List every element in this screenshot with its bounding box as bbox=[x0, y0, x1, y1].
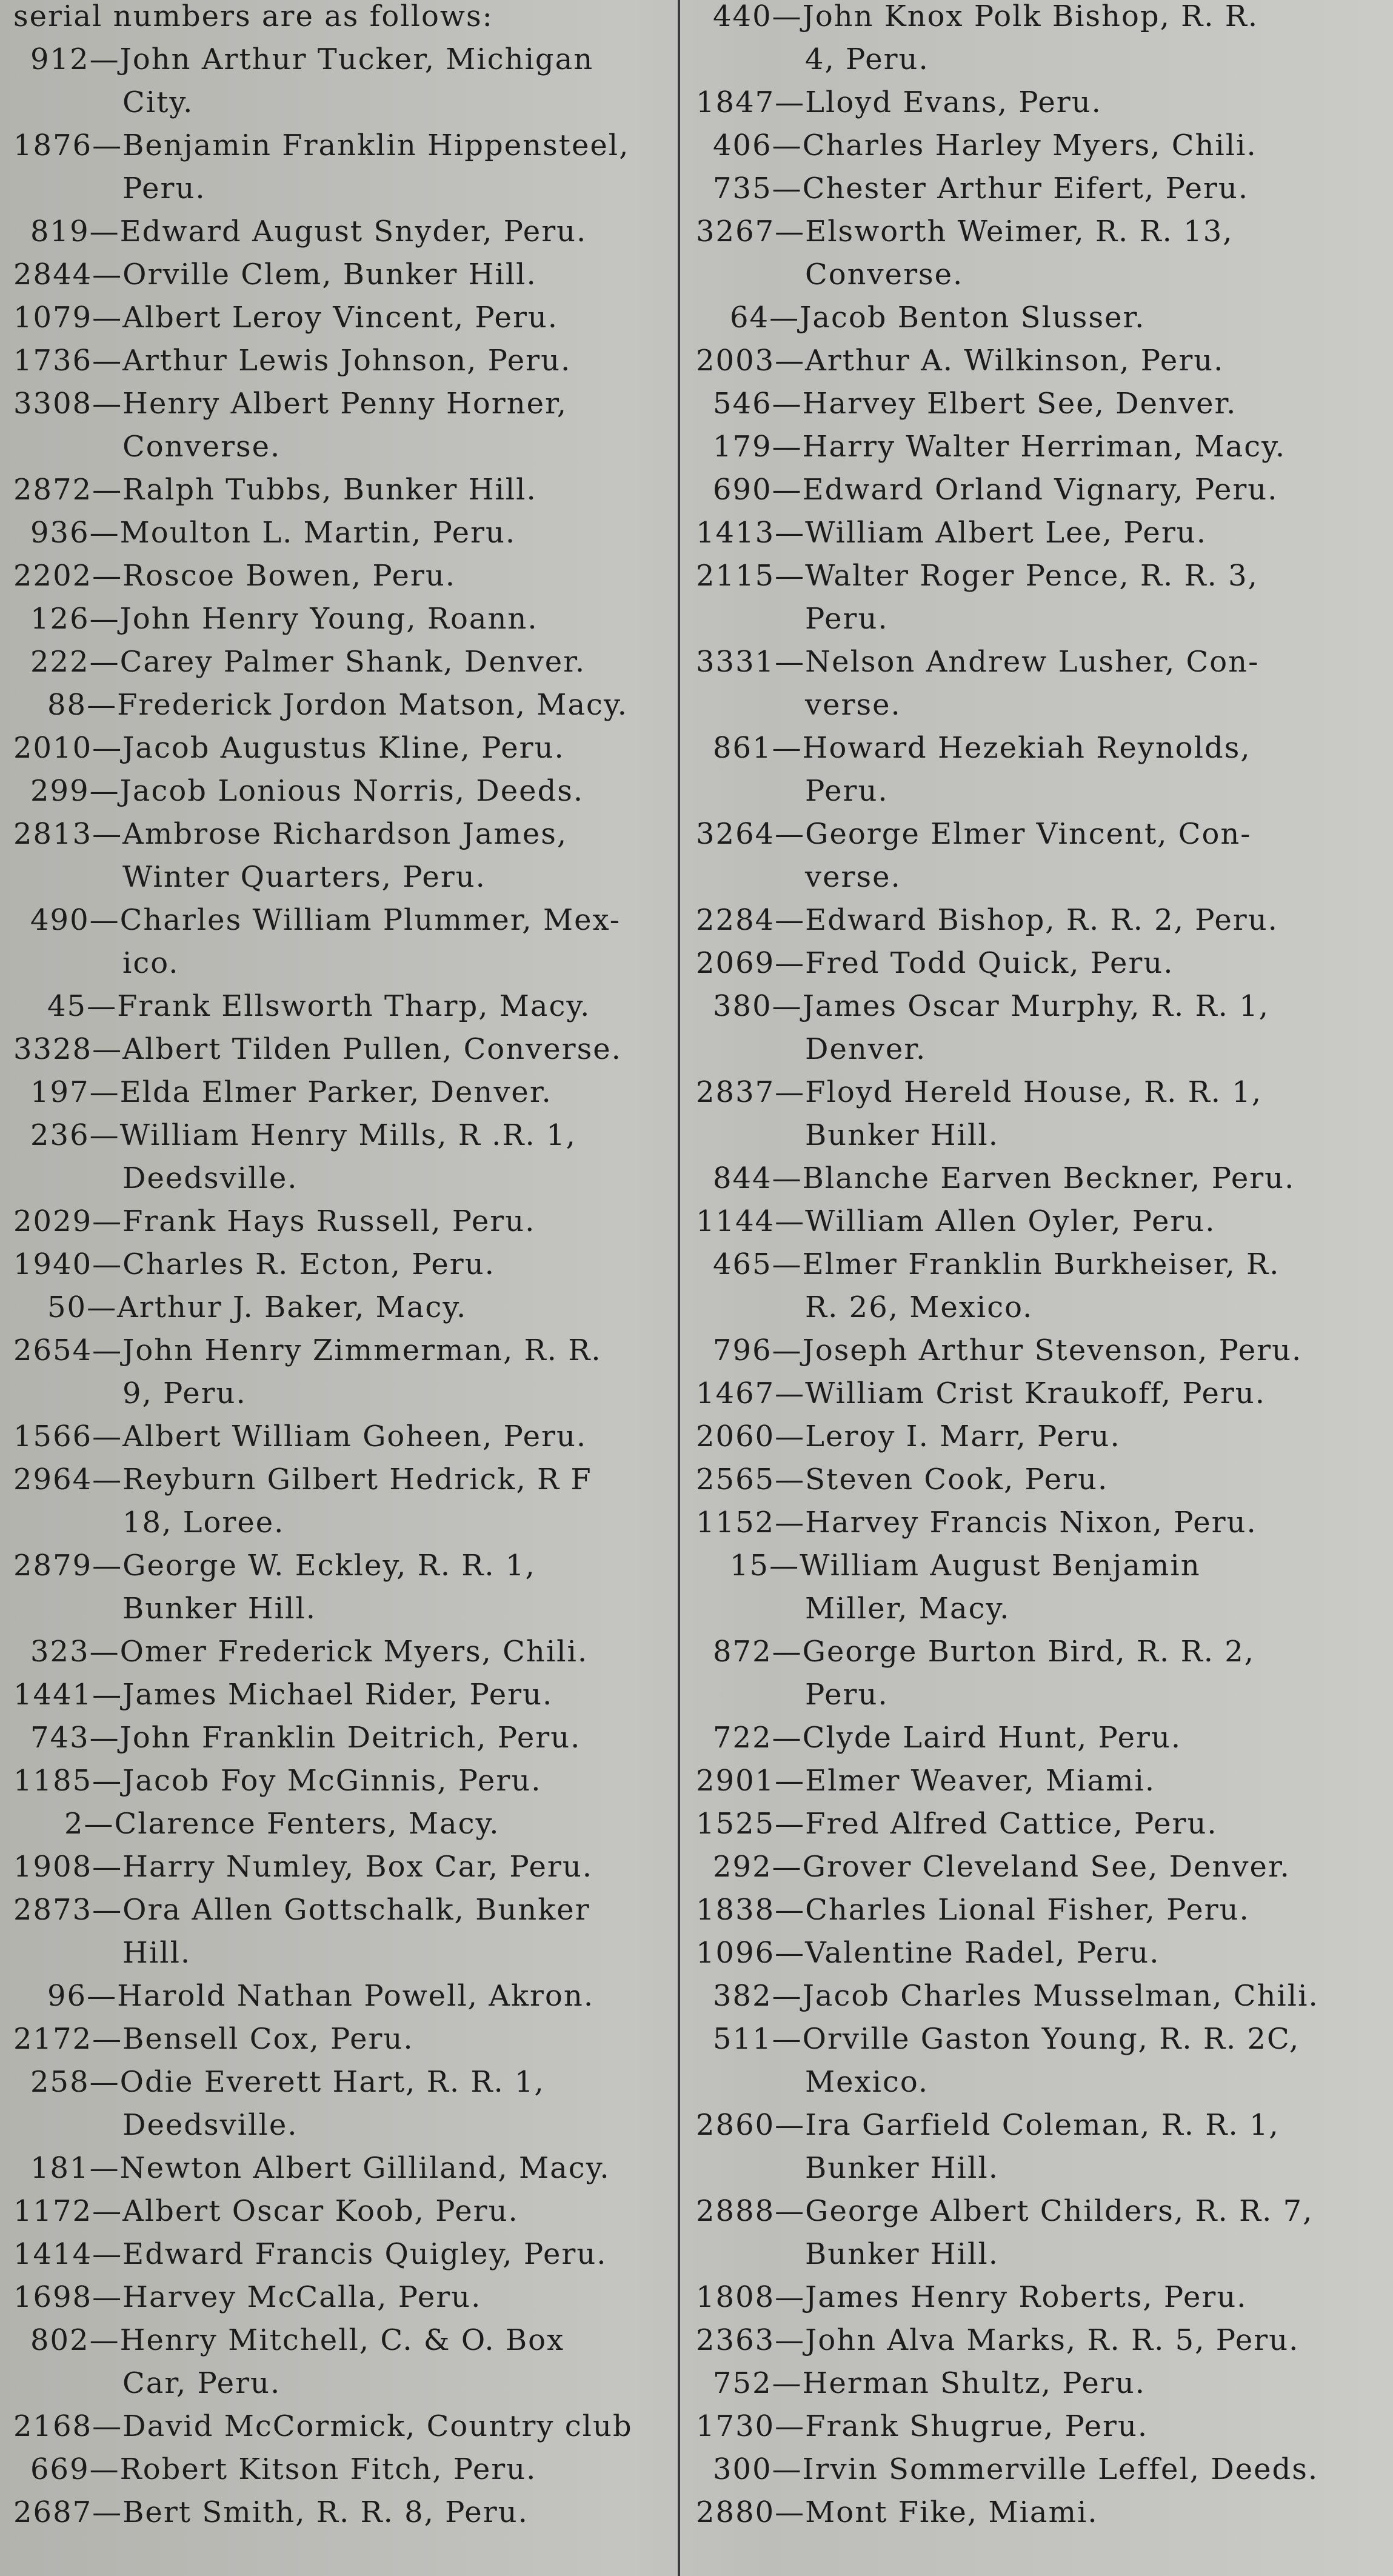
list-entry-line: Peru. bbox=[805, 774, 889, 808]
list-entry-line: 796—Joseph Arthur Stevenson, Peru. bbox=[713, 1333, 1303, 1367]
list-entry-line: 752—Herman Shultz, Peru. bbox=[713, 2366, 1146, 2400]
list-entry-line: 2—Clarence Fenters, Macy. bbox=[64, 1807, 500, 1841]
list-entry-line: 1566—Albert William Goheen, Peru. bbox=[13, 1420, 587, 1453]
list-entry-line: 735—Chester Arthur Eifert, Peru. bbox=[713, 172, 1249, 205]
list-entry-line: 300—Irvin Sommerville Leffel, Deeds. bbox=[713, 2452, 1319, 2486]
list-entry-line: 440—John Knox Polk Bishop, R. R. bbox=[713, 0, 1259, 33]
list-entry-line: 2813—Ambrose Richardson James, bbox=[13, 817, 568, 851]
list-entry-line: 2168—David McCormick, Country club bbox=[13, 2409, 633, 2443]
list-entry-line: 2060—Leroy I. Marr, Peru. bbox=[696, 1420, 1121, 1453]
list-entry-line: 380—James Oscar Murphy, R. R. 1, bbox=[713, 989, 1269, 1023]
list-entry-line: Peru. bbox=[805, 602, 889, 636]
list-entry-line: 669—Robert Kitson Fitch, Peru. bbox=[30, 2452, 537, 2486]
list-entry-line: 96—Harold Nathan Powell, Akron. bbox=[47, 1979, 595, 2013]
list-entry-line: 197—Elda Elmer Parker, Denver. bbox=[30, 1075, 552, 1109]
list-entry-line: 64—Jacob Benton Slusser. bbox=[730, 301, 1146, 335]
list-entry-line: 511—Orville Gaston Young, R. R. 2C, bbox=[713, 2022, 1300, 2056]
list-entry-line: 50—Arthur J. Baker, Macy. bbox=[47, 1290, 467, 1324]
list-entry-line: 844—Blanche Earven Beckner, Peru. bbox=[713, 1161, 1295, 1195]
list-entry-line: 1413—William Albert Lee, Peru. bbox=[696, 516, 1207, 550]
list-entry-line: Deedsville. bbox=[122, 2108, 298, 2142]
list-entry-line: 1908—Harry Numley, Box Car, Peru. bbox=[13, 1850, 593, 1884]
list-entry-line: Hill. bbox=[122, 1936, 192, 1970]
list-entry-line: 1079—Albert Leroy Vincent, Peru. bbox=[13, 301, 559, 335]
list-entry-line: 45—Frank Ellsworth Tharp, Macy. bbox=[47, 989, 591, 1023]
list-entry-line: 126—John Henry Young, Roann. bbox=[30, 602, 538, 636]
list-entry-line: 179—Harry Walter Herriman, Macy. bbox=[713, 430, 1286, 464]
list-entry-line: Miller, Macy. bbox=[805, 1592, 1011, 1626]
list-entry-line: 406—Charles Harley Myers, Chili. bbox=[713, 128, 1257, 162]
list-entry-line: 1838—Charles Lional Fisher, Peru. bbox=[696, 1893, 1250, 1927]
list-entry-line: 1144—William Allen Oyler, Peru. bbox=[696, 1204, 1216, 1238]
list-entry-line: 2363—John Alva Marks, R. R. 5, Peru. bbox=[696, 2323, 1300, 2357]
list-entry-line: Peru. bbox=[122, 172, 206, 205]
list-entry-line: 2844—Orville Clem, Bunker Hill. bbox=[13, 258, 537, 292]
list-entry-line: Converse. bbox=[122, 430, 281, 464]
list-entry-line: 2029—Frank Hays Russell, Peru. bbox=[13, 1204, 536, 1238]
list-entry-line: 3267—Elsworth Weimer, R. R. 13, bbox=[696, 215, 1234, 249]
list-entry-line: 2837—Floyd Hereld House, R. R. 1, bbox=[696, 1075, 1263, 1109]
list-entry-line: Mexico. bbox=[805, 2065, 929, 2099]
list-entry-line: Peru. bbox=[805, 1678, 889, 1712]
list-entry-line: Bunker Hill. bbox=[805, 2151, 999, 2185]
list-entry-line: Converse. bbox=[805, 258, 964, 292]
list-entry-line: 465—Elmer Franklin Burkheiser, R. bbox=[713, 1247, 1280, 1281]
column-divider bbox=[678, 0, 680, 2576]
list-entry-line: 323—Omer Frederick Myers, Chili. bbox=[30, 1635, 589, 1669]
list-entry-line: Bunker Hill. bbox=[805, 1118, 999, 1152]
list-entry-line: 2860—Ira Garfield Coleman, R. R. 1, bbox=[696, 2108, 1280, 2142]
list-entry-line: 912—John Arthur Tucker, Michigan bbox=[30, 42, 594, 76]
list-entry-line: 690—Edward Orland Vignary, Peru. bbox=[713, 473, 1278, 507]
list-entry-line: 1876—Benjamin Franklin Hippensteel, bbox=[13, 128, 630, 162]
list-entry-line: 819—Edward August Snyder, Peru. bbox=[30, 215, 587, 249]
list-entry-line: 2202—Roscoe Bowen, Peru. bbox=[13, 559, 456, 593]
list-entry-line: 802—Henry Mitchell, C. & O. Box bbox=[30, 2323, 565, 2357]
list-entry-line: 2879—George W. Eckley, R. R. 1, bbox=[13, 1549, 536, 1583]
list-entry-line: Winter Quarters, Peru. bbox=[122, 860, 486, 894]
list-entry-line: 1736—Arthur Lewis Johnson, Peru. bbox=[13, 344, 572, 378]
list-entry-line: 2284—Edward Bishop, R. R. 2, Peru. bbox=[696, 903, 1278, 937]
list-entry-line: 258—Odie Everett Hart, R. R. 1, bbox=[30, 2065, 545, 2099]
list-entry-line: 2964—Reyburn Gilbert Hedrick, R F bbox=[13, 1463, 592, 1497]
list-entry-line: 872—George Burton Bird, R. R. 2, bbox=[713, 1635, 1255, 1669]
list-entry-line: 2880—Mont Fike, Miami. bbox=[696, 2495, 1098, 2529]
list-entry-line: 1698—Harvey McCalla, Peru. bbox=[13, 2280, 482, 2314]
list-entry-line: 2565—Steven Cook, Peru. bbox=[696, 1463, 1109, 1497]
list-entry-line: City. bbox=[122, 85, 194, 119]
list-entry-line: Bunker Hill. bbox=[122, 1592, 316, 1626]
list-entry-line: 1847—Lloyd Evans, Peru. bbox=[696, 85, 1102, 119]
list-entry-line: 236—William Henry Mills, R .R. 1, bbox=[30, 1118, 576, 1152]
list-entry-line: 1185—Jacob Foy McGinnis, Peru. bbox=[13, 1764, 542, 1798]
list-entry-line: 1152—Harvey Francis Nixon, Peru. bbox=[696, 1506, 1257, 1540]
list-entry-line: 2172—Bensell Cox, Peru. bbox=[13, 2022, 414, 2056]
list-entry-line: R. 26, Mexico. bbox=[805, 1290, 1034, 1324]
list-entry-line: ico. bbox=[122, 946, 179, 980]
list-entry-line: 1172—Albert Oscar Koob, Peru. bbox=[13, 2194, 519, 2228]
list-entry-line: serial numbers are as follows: bbox=[13, 0, 493, 33]
list-entry-line: Car, Peru. bbox=[122, 2366, 281, 2400]
list-entry-line: 2115—Walter Roger Pence, R. R. 3, bbox=[696, 559, 1258, 593]
list-entry-line: 546—Harvey Elbert See, Denver. bbox=[713, 387, 1237, 421]
list-entry-line: 1940—Charles R. Ecton, Peru. bbox=[13, 1247, 495, 1281]
list-entry-line: 181—Newton Albert Gilliland, Macy. bbox=[30, 2151, 610, 2185]
list-entry-line: 3328—Albert Tilden Pullen, Converse. bbox=[13, 1032, 622, 1066]
list-entry-line: 936—Moulton L. Martin, Peru. bbox=[30, 516, 516, 550]
list-entry-line: 382—Jacob Charles Musselman, Chili. bbox=[713, 1979, 1319, 2013]
list-entry-line: 490—Charles William Plummer, Mex- bbox=[30, 903, 621, 937]
list-entry-line: 2901—Elmer Weaver, Miami. bbox=[696, 1764, 1156, 1798]
list-entry-line: 743—John Franklin Deitrich, Peru. bbox=[30, 1721, 581, 1755]
list-entry-line: 1467—William Crist Kraukoff, Peru. bbox=[696, 1376, 1266, 1410]
list-entry-line: 1441—James Michael Rider, Peru. bbox=[13, 1678, 553, 1712]
list-entry-line: 299—Jacob Lonious Norris, Deeds. bbox=[30, 774, 584, 808]
list-entry-line: 292—Grover Cleveland See, Denver. bbox=[713, 1850, 1291, 1884]
list-entry-line: 88—Frederick Jordon Matson, Macy. bbox=[47, 688, 628, 722]
list-entry-line: 2003—Arthur A. Wilkinson, Peru. bbox=[696, 344, 1224, 378]
list-entry-line: 2010—Jacob Augustus Kline, Peru. bbox=[13, 731, 565, 765]
list-entry-line: 1096—Valentine Radel, Peru. bbox=[696, 1936, 1160, 1970]
list-entry-line: 2654—John Henry Zimmerman, R. R. bbox=[13, 1333, 602, 1367]
list-entry-line: Bunker Hill. bbox=[805, 2237, 999, 2271]
list-entry-line: 2888—George Albert Childers, R. R. 7, bbox=[696, 2194, 1314, 2228]
list-entry-line: 1414—Edward Francis Quigley, Peru. bbox=[13, 2237, 607, 2271]
list-entry-line: 861—Howard Hezekiah Reynolds, bbox=[713, 731, 1251, 765]
list-entry-line: 1808—James Henry Roberts, Peru. bbox=[696, 2280, 1248, 2314]
list-entry-line: 2873—Ora Allen Gottschalk, Bunker bbox=[13, 1893, 590, 1927]
list-entry-line: 1525—Fred Alfred Cattice, Peru. bbox=[696, 1807, 1218, 1841]
list-entry-line: 3308—Henry Albert Penny Horner, bbox=[13, 387, 567, 421]
list-entry-line: 4, Peru. bbox=[805, 42, 929, 76]
list-entry-line: 18, Loree. bbox=[122, 1506, 285, 1540]
list-entry-line: 722—Clyde Laird Hunt, Peru. bbox=[713, 1721, 1182, 1755]
list-entry-line: Deedsville. bbox=[122, 1161, 298, 1195]
list-entry-line: verse. bbox=[805, 688, 901, 722]
list-entry-line: verse. bbox=[805, 860, 901, 894]
list-entry-line: 222—Carey Palmer Shank, Denver. bbox=[30, 645, 586, 679]
list-entry-line: Denver. bbox=[805, 1032, 927, 1066]
list-entry-line: 9, Peru. bbox=[122, 1376, 247, 1410]
list-entry-line: 2872—Ralph Tubbs, Bunker Hill. bbox=[13, 473, 537, 507]
list-entry-line: 3331—Nelson Andrew Lusher, Con- bbox=[696, 645, 1260, 679]
list-entry-line: 15—William August Benjamin bbox=[730, 1549, 1201, 1583]
list-entry-line: 2687—Bert Smith, R. R. 8, Peru. bbox=[13, 2495, 529, 2529]
list-entry-line: 2069—Fred Todd Quick, Peru. bbox=[696, 946, 1174, 980]
list-entry-line: 3264—George Elmer Vincent, Con- bbox=[696, 817, 1252, 851]
list-entry-line: 1730—Frank Shugrue, Peru. bbox=[696, 2409, 1149, 2443]
